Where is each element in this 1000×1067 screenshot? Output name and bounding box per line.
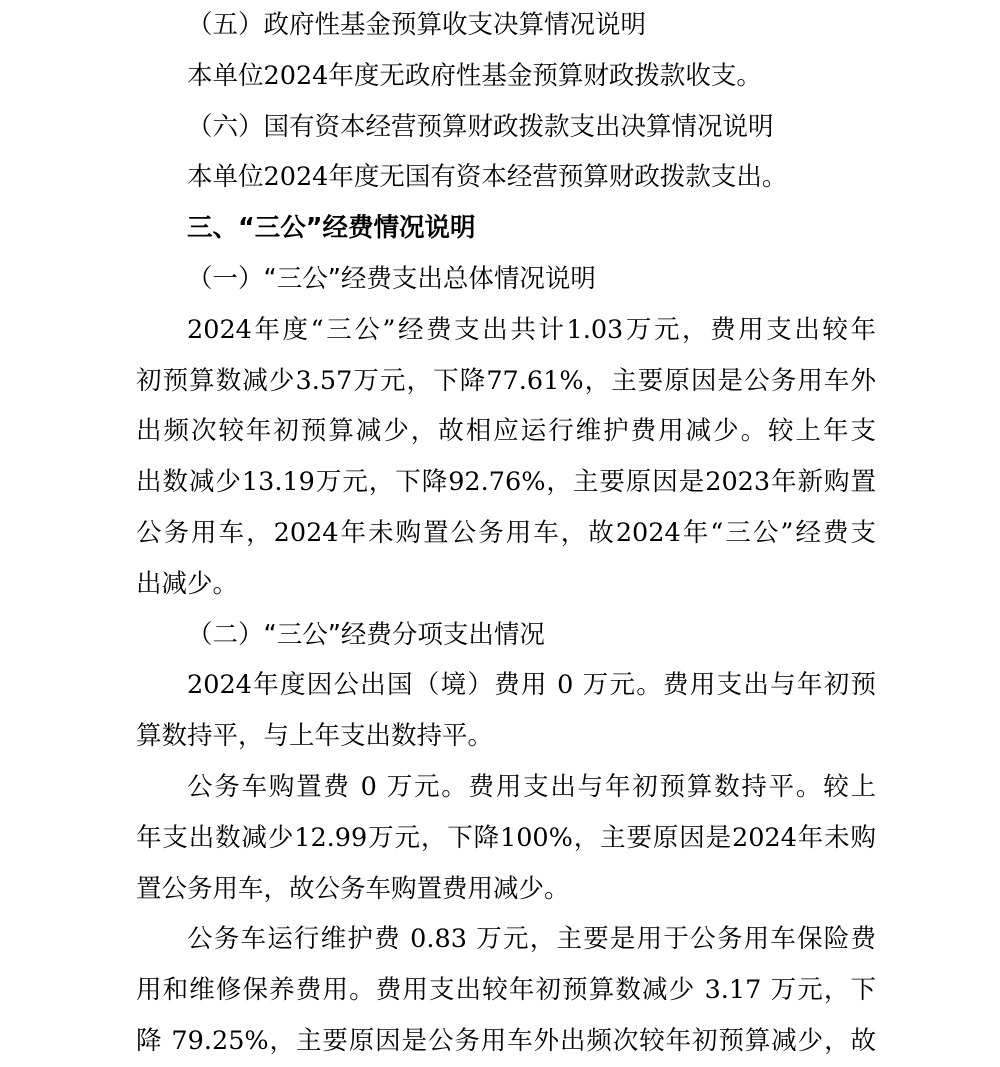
paragraph-line: 公务车购置费 0 万元。费用支出与年初预算数持平。较上 [187, 771, 876, 802]
paragraph-line: 年支出数减少12.99万元，下降100%，主要原因是2024年未购 [136, 822, 876, 853]
paragraph-line: 降 79.25%，主要原因是公务用车外出频次较年初预算减少，故 [136, 1025, 876, 1056]
paragraph-line: 2024年度“三公”经费支出共计1.03万元，费用支出较年 [187, 314, 876, 345]
paragraph-line: 公务用车，2024年未购置公务用车，故2024年“三公”经费支 [136, 517, 876, 548]
section-heading-five: （五）政府性基金预算收支决算情况说明 [187, 10, 647, 40]
paragraph-line: 出频次较年初预算减少，故相应运行维护费用减少。较上年支 [136, 416, 876, 447]
paragraph-line: 公务车运行维护费 0.83 万元，主要是用于公务用车保险费 [187, 924, 876, 955]
paragraph-line: 本单位2024年度无国有资本经营预算财政拨款支出。 [187, 162, 788, 193]
paragraph-line: 2024年度因公出国（境）费用 0 万元。费用支出与年初预 [187, 670, 876, 701]
paragraph-line: 本单位2024年度无政府性基金预算财政拨款收支。 [187, 60, 762, 91]
section-heading-six: （六）国有资本经营预算财政拨款支出决算情况说明 [187, 111, 774, 142]
paragraph-line: 初预算数减少3.57万元，下降77.61%，主要原因是公务用车外 [136, 365, 876, 396]
paragraph-line: 置公务用车，故公务车购置费用减少。 [136, 873, 570, 904]
document-page [136, 0, 876, 1067]
paragraph-line: 出减少。 [136, 568, 239, 599]
paragraph-line: 出数减少13.19万元，下降92.76%，主要原因是2023年新购置 [136, 467, 876, 498]
section-heading-three: 三、“三公”经费情况说明 [187, 213, 476, 244]
paragraph-line: 算数持平，与上年支出数持平。 [136, 721, 494, 752]
subsection-heading-two: （二）“三公”经费分项支出情况 [187, 619, 545, 650]
subsection-heading-one: （一）“三公”经费支出总体情况说明 [187, 263, 596, 294]
paragraph-line: 用和维修保养费用。费用支出较年初预算数减少 3.17 万元，下 [136, 975, 876, 1006]
